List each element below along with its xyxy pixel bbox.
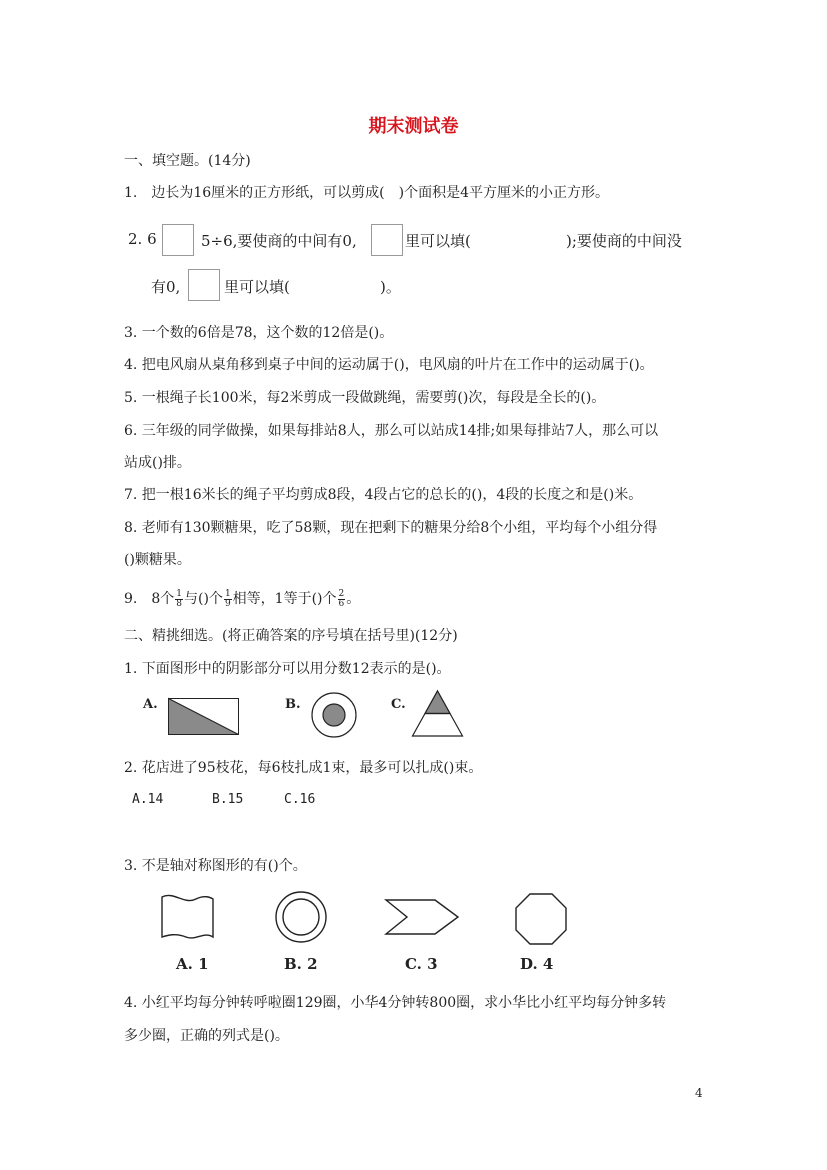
fraction-numerator: 2 [338, 588, 345, 599]
question-2-1: 1. 下面图形中的阴影部分可以用分数12表示的是()。 [124, 661, 451, 677]
ring-shape-figure [274, 890, 328, 944]
section1-header: 一、填空题。(14分) [124, 153, 251, 169]
arrow-chevron-figure [385, 898, 461, 938]
question-1-2-part-b: 5÷6,要使商的中间有0, [201, 232, 357, 250]
question-1-9 [124, 589, 360, 609]
option-b: B.15 [212, 792, 244, 807]
section2-header: 二、精挑细选。(将正确答案的序号填在括号里)(12分) [124, 628, 458, 644]
option-c-label: C. [391, 697, 406, 712]
question-1-2-part-a: 2. 6 [128, 230, 157, 248]
q9-text-c: 相等，1等于()个 [232, 591, 337, 607]
page-title: 期末测试卷 [368, 116, 459, 137]
question-2-4-line-1: 4. 小红平均每分钟转呼啦圈129圈，小华4分钟转800圈，求小华比小红平均每分钟多转 [124, 995, 667, 1011]
octagon-shape-figure [515, 893, 567, 945]
question-2-3: 3. 不是轴对称图形的有()个。 [124, 858, 307, 874]
question-1-7: 7. 把一根16米长的绳子平均剪成8段，4段占它的总长的()，4段的长度之和是()米。 [124, 487, 643, 503]
option-a: A.14 [132, 792, 164, 807]
page-number: 4 [695, 1086, 703, 1100]
fraction-numerator: 1 [224, 588, 231, 599]
question-1-1: 1. 边长为16厘米的正方形纸，可以剪成( )个面积是4平方厘米的小正方形。 [124, 185, 610, 201]
answer-box-2 [371, 224, 403, 256]
option-c-caption: C. 3 [405, 955, 438, 973]
question-1-2-part-e: 有0, [151, 278, 181, 296]
question-1-8-line-1: 8. 老师有130颗糖果，吃了58颗，现在把剩下的糖果分给8个小组，平均每个小组分得 [124, 520, 658, 536]
question-1-8-line-2: ()颗糖果。 [124, 552, 191, 568]
question-1-6-line-2: 站成()排。 [124, 455, 191, 471]
answer-box-1 [162, 224, 194, 256]
option-d-caption: D. 4 [520, 955, 554, 973]
q9-text-d: 。 [346, 591, 361, 607]
q9-text-b: 与()个 [184, 591, 223, 607]
shaded-rectangle-figure [168, 698, 240, 736]
answer-box-3 [188, 269, 220, 301]
flag-shape-figure [160, 893, 216, 941]
option-a-label: A. [143, 697, 158, 712]
q9-text-a: 9. 8个 [124, 591, 175, 607]
shaded-triangle-figure [412, 690, 464, 738]
fraction-1-8 [175, 590, 183, 609]
option-b-label: B. [285, 697, 301, 712]
fraction-numerator: 1 [176, 588, 182, 599]
option-c: C.16 [284, 792, 316, 807]
question-1-5: 5. 一根绳子长100米，每2米剪成一段做跳绳，需要剪()次，每段是全长的()。 [124, 390, 606, 406]
question-1-2-part-f: 里可以填( [224, 278, 290, 296]
fraction-denominator: 6 [338, 598, 345, 609]
fraction-2-6 [338, 590, 346, 609]
question-2-4-line-2: 多少圈，正确的列式是()。 [124, 1028, 289, 1044]
option-a-caption: A. 1 [176, 955, 209, 973]
question-1-4: 4. 把电风扇从桌角移到桌子中间的运动属于()，电风扇的叶片在工作中的运动属于()。 [124, 357, 654, 373]
option-b-caption: B. 2 [284, 955, 318, 973]
fraction-1-9 [224, 590, 232, 609]
question-1-2-part-g: )。 [380, 278, 401, 296]
fraction-denominator: 8 [176, 598, 182, 609]
fraction-denominator: 9 [224, 598, 231, 609]
question-1-2-part-d: );要使商的中间没 [566, 232, 682, 250]
question-1-3: 3. 一个数的6倍是78，这个数的12倍是()。 [124, 325, 394, 341]
question-2-2: 2. 花店进了95枝花，每6枝扎成1束，最多可以扎成()束。 [124, 760, 483, 776]
concentric-circles-figure [309, 692, 359, 740]
question-1-2-part-c: 里可以填( [405, 232, 471, 250]
question-1-6-line-1: 6. 三年级的同学做操，如果每排站8人，那么可以站成14排;如果每排站7人，那么可以 [124, 423, 659, 439]
